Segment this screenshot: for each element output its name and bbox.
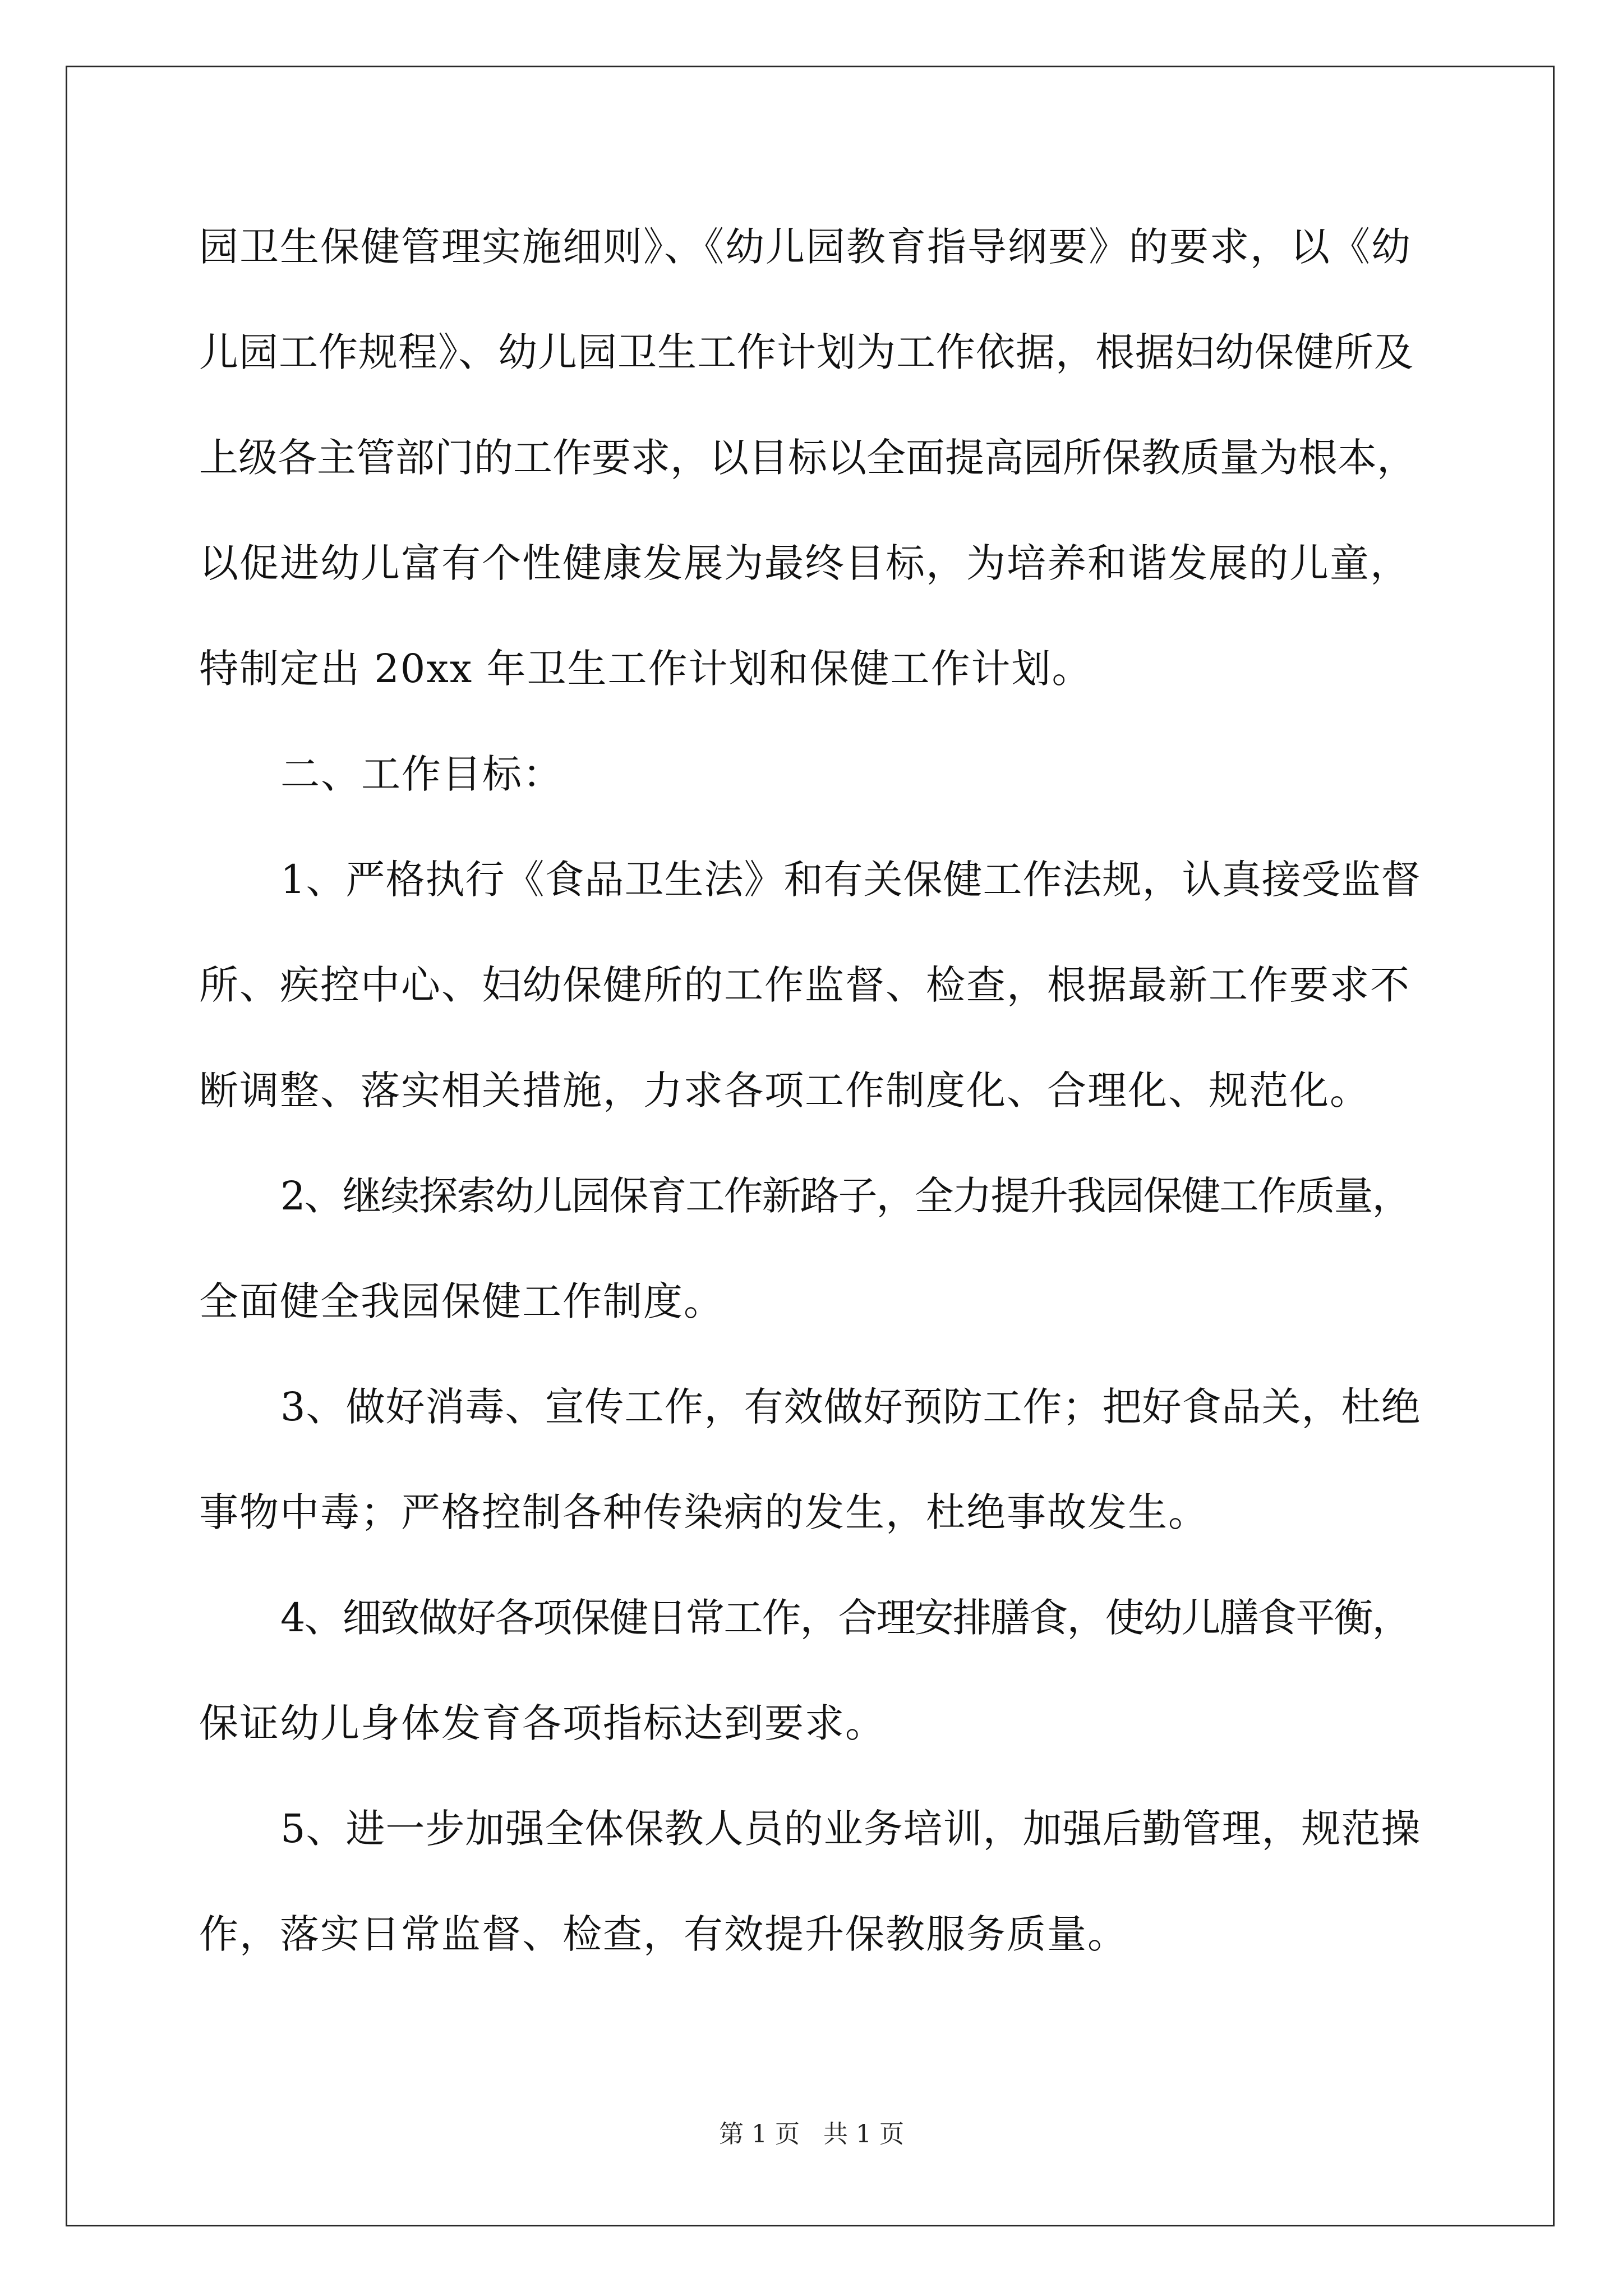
page-border [66,66,1555,2226]
paragraph-line: 2、继续探索幼儿园保育工作新路子，全力提升我园保健工作质量， [280,1173,1410,1219]
paragraph-line: 儿园工作规程》、幼儿园卫生工作计划为工作依据，根据妇幼保健所及 [199,329,1414,375]
paragraph-line: 4、细致做好各项保健日常工作，合理安排膳食，使幼儿膳食平衡， [280,1595,1410,1641]
paragraph-line: 作，落实日常监督、检查，有效提升保教服务质量。 [199,1911,1128,1957]
paragraph-line: 断调整、落实相关措施，力求各项工作制度化、合理化、规范化。 [199,1068,1370,1114]
paragraph-line: 3、做好消毒、宣传工作，有效做好预防工作；把好食品关，杜绝 [280,1384,1421,1430]
paragraph-line: 上级各主管部门的工作要求，以目标以全面提高园所保教质量为根本， [199,435,1416,481]
paragraph-line: 所、疾控中心、妇幼保健所的工作监督、检查，根据最新工作要求不 [199,962,1410,1008]
section-heading: 二、工作目标： [280,751,563,797]
paragraph-line: 保证幼儿身体发育各项指标达到要求。 [199,1700,886,1746]
paragraph-line: 1、严格执行《食品卫生法》和有关保健工作法规，认真接受监督 [280,857,1421,903]
page-number-footer: 第 1 页 共 1 页 [719,2120,904,2148]
paragraph-line: 以促进幼儿富有个性健康发展为最终目标，为培养和谐发展的儿童， [199,540,1410,586]
paragraph-line: 全面健全我园保健工作制度。 [199,1278,724,1324]
paragraph-line: 特制定出 20xx 年卫生工作计划和保健工作计划。 [199,646,1092,692]
paragraph-line: 5、进一步加强全体保教人员的业务培训，加强后勤管理，规范操 [280,1806,1421,1852]
paragraph-line: 园卫生保健管理实施细则》、《幼儿园教育指导纲要》的要求，以《幼 [199,224,1412,270]
paragraph-line: 事物中毒；严格控制各种传染病的发生，杜绝事故发生。 [199,1489,1209,1535]
